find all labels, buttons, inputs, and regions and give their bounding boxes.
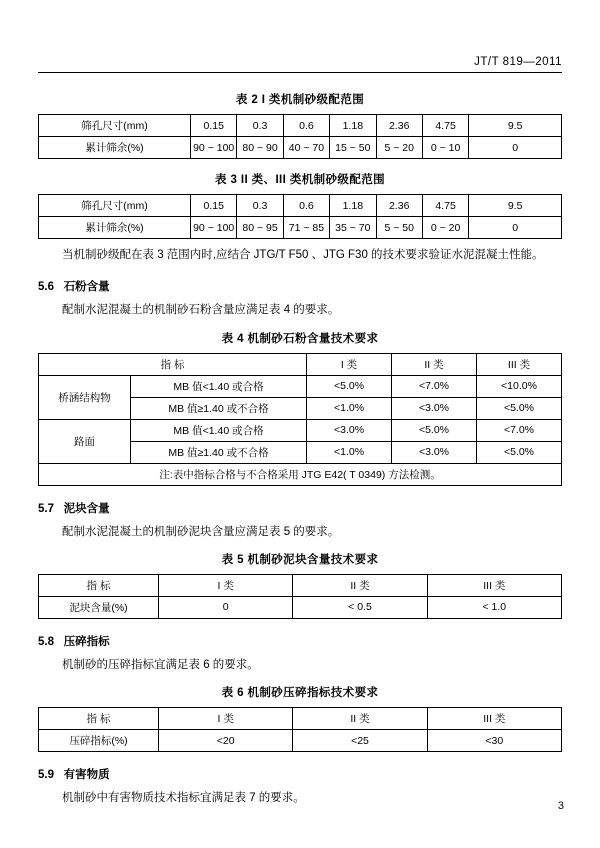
cell: <3.0% — [307, 419, 392, 441]
header-cell: 指 标 — [39, 353, 307, 375]
cell: 35 ~ 70 — [330, 217, 376, 239]
paragraph-5-7: 配制水泥混凝土的机制砂泥块含量应满足表 5 的要求。 — [62, 525, 340, 538]
table-row — [39, 596, 562, 618]
cell: 累计筛余(%) — [39, 137, 191, 159]
page-header — [38, 56, 562, 73]
cell: 2.36 — [376, 115, 422, 137]
header-cell: 指 标 — [39, 574, 159, 596]
cell: 5 ~ 20 — [376, 137, 422, 159]
row-group-label: 路面 — [39, 419, 131, 463]
section-title: 压碎指标 — [63, 635, 110, 648]
cell: < 1.0 — [427, 596, 561, 618]
table4 — [38, 353, 562, 486]
cell: <5.0% — [476, 441, 561, 463]
cell: MB 值<1.40 或合格 — [131, 419, 307, 441]
cell: <20 — [159, 730, 293, 752]
cell: <30 — [427, 730, 561, 752]
section-number: 5.8 — [38, 635, 54, 648]
section-number: 5.6 — [38, 281, 54, 294]
table-row — [39, 419, 562, 441]
cell: 4.75 — [422, 115, 468, 137]
cell: 压碎指标(%) — [39, 730, 159, 752]
cell: <5.0% — [392, 419, 477, 441]
cell: 80 ~ 90 — [237, 137, 283, 159]
cell: <3.0% — [392, 397, 477, 419]
table6 — [38, 707, 562, 752]
table-row — [39, 195, 562, 217]
table-row — [39, 730, 562, 752]
page-number: 3 — [557, 800, 564, 812]
table-header-row — [39, 708, 562, 730]
cell: 0 ~ 10 — [422, 137, 468, 159]
cell: 1.18 — [330, 115, 376, 137]
cell: < 0.5 — [293, 596, 427, 618]
cell: MB 值≥1.40 或不合格 — [131, 397, 307, 419]
cell: MB 值≥1.40 或不合格 — [131, 441, 307, 463]
cell: MB 值<1.40 或合格 — [131, 375, 307, 397]
cell: 0.15 — [191, 115, 237, 137]
cell: 0 ~ 20 — [422, 217, 468, 239]
cell: 0 — [159, 596, 293, 618]
cell: 2.36 — [376, 195, 422, 217]
cell: 累计筛余(%) — [39, 217, 191, 239]
table3-title: 表 3 II 类、III 类机制砂级配范围 — [214, 174, 386, 186]
header-cell: I 类 — [159, 574, 293, 596]
section-heading-5-9 — [38, 766, 562, 782]
section-number: 5.7 — [38, 502, 54, 515]
cell: 40 ~ 70 — [283, 137, 329, 159]
section-number: 5.9 — [38, 769, 54, 781]
table-row — [39, 115, 562, 137]
paragraph-5-6: 配制水泥混凝土的机制砂石粉含量应满足表 4 的要求。 — [62, 304, 340, 317]
cell: 筛孔尺寸(mm) — [39, 195, 191, 217]
cell: <3.0% — [392, 441, 477, 463]
table6-title: 表 6 机制砂压碎指标技术要求 — [221, 687, 379, 699]
cell: <7.0% — [392, 375, 477, 397]
paragraph-5-8: 机制砂的压碎指标宜满足表 6 的要求。 — [62, 658, 259, 671]
table5 — [38, 574, 562, 619]
header-cell: III 类 — [427, 708, 561, 730]
table-row — [39, 137, 562, 159]
section-title: 有害物质 — [63, 769, 110, 781]
table-header-row — [39, 574, 562, 596]
header-cell: II 类 — [392, 353, 477, 375]
cell: 4.75 — [422, 195, 468, 217]
table3 — [38, 194, 562, 239]
section-title: 泥块含量 — [63, 502, 110, 515]
standard-code: JT/T 819—2011 — [474, 56, 562, 68]
cell: 5 ~ 50 — [376, 217, 422, 239]
section-title: 石粉含量 — [63, 281, 110, 294]
cell: 0.3 — [237, 195, 283, 217]
section-heading-5-7 — [38, 500, 562, 516]
cell: 1.18 — [330, 195, 376, 217]
table2-title: 表 2 I 类机制砂级配范围 — [235, 94, 365, 106]
header-cell: 指 标 — [39, 708, 159, 730]
cell: 0.6 — [283, 115, 329, 137]
cell: 90 ~ 100 — [191, 137, 237, 159]
table4-title: 表 4 机制砂石粉含量技术要求 — [221, 332, 379, 345]
page-content — [38, 56, 562, 817]
cell: 0.3 — [237, 115, 283, 137]
cell: <1.0% — [307, 441, 392, 463]
cell: 0.15 — [191, 195, 237, 217]
cell: 9.5 — [469, 195, 562, 217]
cell: 15 ~ 50 — [330, 137, 376, 159]
table5-title: 表 5 机制砂泥块含量技术要求 — [221, 553, 379, 566]
table-note-row — [39, 463, 562, 485]
header-cell: II 类 — [293, 708, 427, 730]
paragraph-after-table3: 当机制砂级配在表 3 范围内时,应结合 JTG/T F50 、JTG F30 的技术要求验证水泥混凝土性能。 — [62, 249, 544, 261]
row-group-label: 桥涵结构物 — [39, 375, 131, 419]
cell: 90 ~ 100 — [191, 217, 237, 239]
table-row — [39, 217, 562, 239]
table2 — [38, 114, 562, 159]
cell: <1.0% — [307, 397, 392, 419]
header-cell: III 类 — [476, 353, 561, 375]
cell: <25 — [293, 730, 427, 752]
cell: 80 ~ 95 — [237, 217, 283, 239]
header-cell: I 类 — [307, 353, 392, 375]
cell: 0 — [469, 137, 562, 159]
header-cell: I 类 — [159, 708, 293, 730]
cell: <10.0% — [476, 375, 561, 397]
cell: 0 — [469, 217, 562, 239]
header-cell: II 类 — [293, 574, 427, 596]
cell: <5.0% — [307, 375, 392, 397]
header-cell: III 类 — [427, 574, 561, 596]
cell: 71 ~ 85 — [283, 217, 329, 239]
table-note: 注:表中指标合格与不合格采用 JTG E42( T 0349) 方法检测。 — [39, 463, 562, 485]
section-heading-5-8 — [38, 633, 562, 649]
section-heading-5-6 — [38, 278, 562, 294]
table-row — [39, 375, 562, 397]
table-header-row — [39, 353, 562, 375]
cell: <7.0% — [476, 419, 561, 441]
cell: <5.0% — [476, 397, 561, 419]
cell: 9.5 — [469, 115, 562, 137]
cell: 0.6 — [283, 195, 329, 217]
cell: 筛孔尺寸(mm) — [39, 115, 191, 137]
cell: 泥块含量(%) — [39, 596, 159, 618]
paragraph-5-9: 机制砂中有害物质技术指标宜满足表 7 的要求。 — [62, 792, 305, 804]
